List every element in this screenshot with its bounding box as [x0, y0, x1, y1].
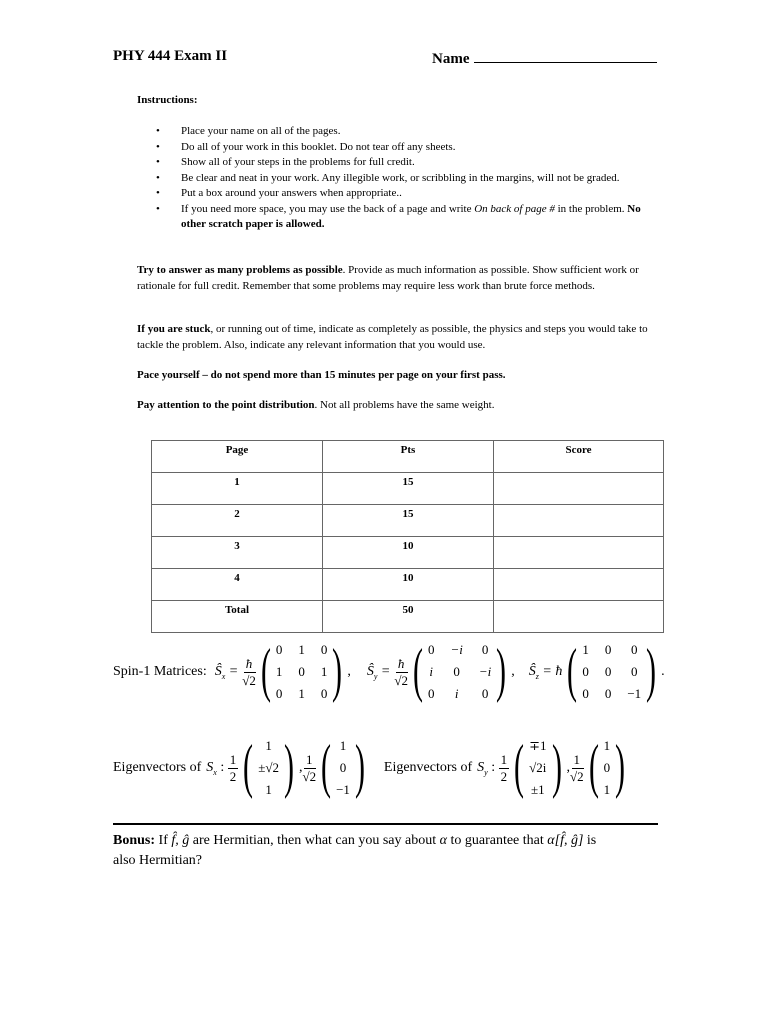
hbar-over-sqrt2: $\frac{ħ}{√2}$ — [242, 655, 256, 688]
vx2-entry: 1 — [339, 738, 347, 753]
eigvec-y1: ( ∓1 √2i ±1 ) — [514, 733, 562, 799]
matrix-sy: ( 0 −i 0 i 0 −i 0 i 0 ) — [412, 637, 507, 703]
vy2-entry: 0 — [603, 760, 611, 775]
score-cell[interactable] — [494, 537, 664, 569]
Sz-entry: 0 — [604, 664, 612, 679]
Sx-entry: 0 — [320, 686, 328, 701]
Sz-entry: 0 — [582, 686, 589, 701]
Sy-entry: −i — [478, 664, 492, 679]
Sx-entry: 1 — [320, 664, 328, 679]
name-label: Name — [432, 51, 470, 67]
vy1-entry: √2i — [529, 760, 547, 775]
table-header: Page — [152, 441, 323, 473]
score-cell[interactable] — [494, 505, 664, 537]
paragraph-pace: Pace yourself – do not spend more than 15 minutes per page on your first pass. — [137, 369, 506, 381]
Sy-entry: 0 — [427, 686, 435, 701]
Sx-entry: 1 — [275, 664, 283, 679]
vx1-entry: 1 — [265, 738, 272, 753]
Sz-entry: 0 — [630, 642, 638, 657]
Sx-entry: 0 — [320, 642, 328, 657]
paragraph-stuck: If you are stuck, or running out of time, indicate as completely as possible, the physics and steps you would take to tackle the problem. Also, indicate any relevant information that you would use. — [137, 323, 648, 351]
Sx-entry: 0 — [298, 664, 305, 679]
vx1-entry: ±√2 — [258, 760, 279, 775]
paragraph-points: Pay attention to the point distribution. Not all problems have the same weight. — [137, 399, 495, 411]
eigenvectors: Eigenvectors of $S_x$ : $\frac{1}{2}$ ( 1 ±√2 1 ) , $\frac{1}{√2}$ ( 1 0 −1 ) Eigenvectors of $S_y$ : $\frac{1}{2}$ ( ∓1 √2i ±1 ) , $\frac{1}{√2}$ ( 1 0 1 ) — [113, 734, 630, 802]
eig-y-label: Eigenvectors of — [383, 760, 473, 775]
spin-matrices: Spin-1 Matrices: $Ŝ_x$ = $\frac{ħ}{√2}$ ( 0 1 0 1 0 1 0 1 0 ) , $Ŝ_y$ = $\frac{ħ}{√2}$ ( 0 −i 0 i 0 −i 0 i 0 ) , $Ŝ_z$ = ħ ( 1 0 0 0 0 0 0 0 −1 ) . — [113, 637, 665, 703]
Sy-entry: 0 — [481, 642, 489, 657]
table-header: Score — [494, 441, 664, 473]
table-row: 3 10 — [152, 537, 664, 569]
Sx-entry: 0 — [275, 686, 283, 701]
Sx-entry: 1 — [298, 686, 305, 701]
matrix-sz: ( 1 0 0 0 0 0 0 0 −1 ) — [567, 637, 657, 703]
vy1-entry: ±1 — [530, 782, 545, 797]
list-item: • Place your name on all of the pages. — [181, 124, 661, 140]
Sz-entry: 0 — [604, 642, 612, 657]
Sz-entry: −1 — [627, 686, 642, 701]
vx1-entry: 1 — [265, 782, 272, 797]
exam-title: PHY 444 Exam II — [113, 48, 228, 64]
Sy-entry: i — [454, 686, 459, 701]
score-cell[interactable] — [494, 473, 664, 505]
Sy-entry: i — [429, 664, 434, 679]
score-table — [151, 440, 664, 633]
Sz-entry: 0 — [582, 664, 589, 679]
table-header: Pts — [323, 441, 494, 473]
list-item: • Put a box around your answers when appropriate.. — [181, 186, 661, 202]
list-item: • Be clear and neat in your work. Any illegible work, or scribbling in the margins, will not be graded. — [181, 171, 651, 187]
table-row: 4 10 — [152, 569, 664, 601]
instructions-list — [181, 124, 661, 233]
vy2-entry: 1 — [603, 738, 611, 753]
table-row: 2 15 — [152, 505, 664, 537]
eigvec-x2: ( 1 0 −1 ) — [321, 733, 365, 799]
list-item: • Do all of your work in this booklet. Do not tear off any sheets. — [181, 140, 661, 156]
Sx-entry: 0 — [275, 642, 283, 657]
score-cell[interactable] — [494, 601, 664, 633]
table-header-row — [152, 441, 664, 473]
instructions-heading: Instructions: — [137, 94, 198, 106]
Sy-entry: 0 — [453, 664, 460, 679]
eig-x-label: Eigenvectors of — [113, 760, 202, 775]
vx2-entry: 0 — [339, 760, 347, 775]
Sz-entry: 0 — [630, 664, 638, 679]
vy2-entry: 1 — [603, 782, 611, 797]
vy1-entry: ∓1 — [529, 738, 547, 753]
Sz-entry: 0 — [604, 686, 612, 701]
hbar-over-sqrt2: $\frac{ħ}{√2}$ — [394, 655, 408, 688]
name-line[interactable] — [474, 48, 657, 63]
Sy-entry: 0 — [481, 686, 489, 701]
paragraph-try: Try to answer as many problems as possible. Provide as much information as possible. Show sufficient work or rationale for full credit. Remember that some problems may require less work than brute force methods. — [137, 264, 639, 292]
bonus-question: Bonus: If f̂, ĝ are Hermitian, then what can you say about α to guarantee that α[f̂, ĝ] is also Hermitian? — [113, 833, 597, 868]
Sx-entry: 1 — [298, 642, 305, 657]
Sy-entry: −i — [450, 642, 463, 657]
table-row: 1 15 — [152, 473, 664, 505]
spin-label: Spin-1 Matrices: — [113, 664, 207, 679]
Sz-entry: 1 — [582, 642, 589, 657]
table-row: Total 50 — [152, 601, 664, 633]
Sy-entry: 0 — [427, 642, 435, 657]
divider — [113, 823, 658, 825]
matrix-sx: ( 0 1 0 1 0 1 0 1 0 ) — [260, 637, 343, 703]
name-field[interactable] — [432, 48, 657, 68]
list-item: • If you need more space, you may use the back of a page and write On back of page # in the problem. No other scratch paper is allowed. — [181, 202, 651, 233]
list-item: • Show all of your steps in the problems for full credit. — [181, 155, 661, 171]
vx2-entry: −1 — [336, 782, 350, 797]
score-cell[interactable] — [494, 569, 664, 601]
eigvec-x1: ( 1 ±√2 1 ) — [243, 733, 294, 799]
eigvec-y2: ( 1 0 1 ) — [588, 733, 626, 799]
